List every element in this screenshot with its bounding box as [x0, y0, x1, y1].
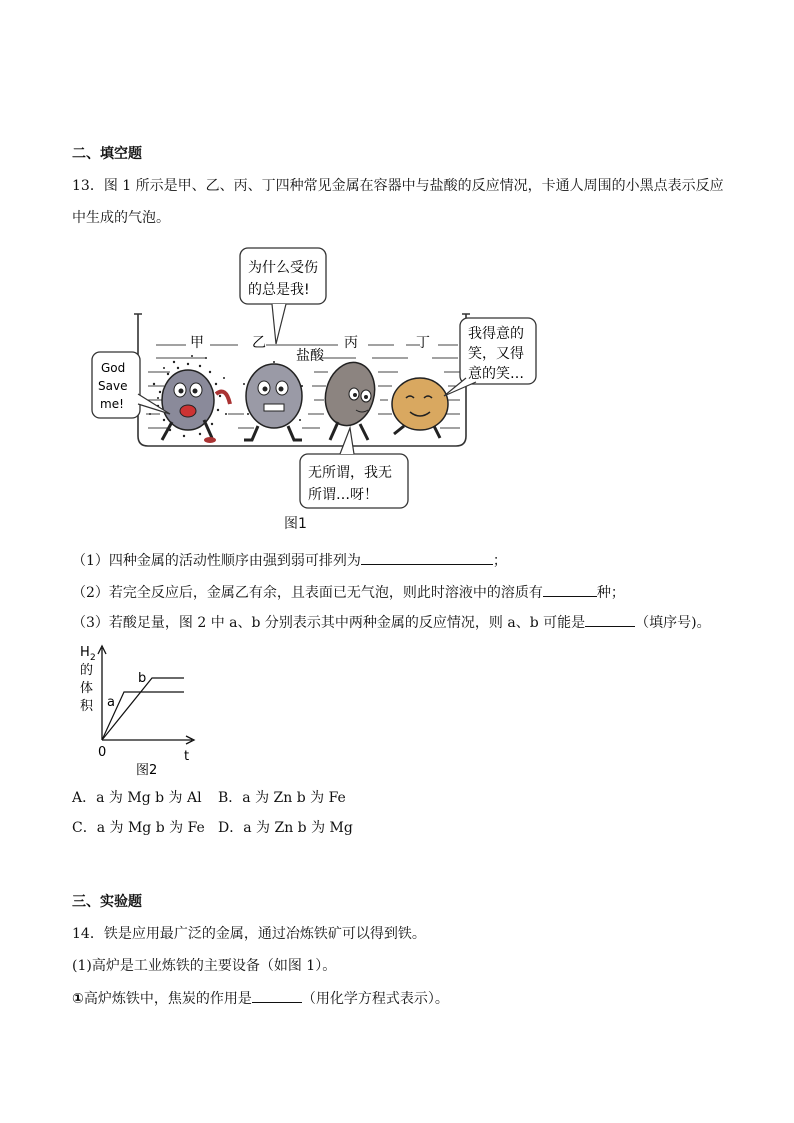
label-hydrochloric-acid: 盐酸 — [296, 348, 324, 364]
bubble-top-line2: 的总是我! — [248, 282, 310, 298]
answer-blank-4[interactable] — [252, 988, 302, 1003]
section-heading-experiment: 三、实验题 — [72, 894, 142, 910]
option-a[interactable]: A．a 为 Mg b 为 Al — [72, 790, 202, 806]
metal-yi-character — [244, 364, 302, 440]
option-b[interactable]: B．a 为 Zn b 为 Fe — [218, 790, 346, 806]
ylabel-ti: 体 — [80, 681, 94, 696]
label-jia: 甲 — [190, 335, 204, 351]
bubble-left-line2: Save — [98, 379, 128, 393]
figure1-caption: 图1 — [284, 516, 307, 532]
answer-blank-2[interactable] — [543, 582, 597, 597]
bubble-left-line1: God — [101, 361, 126, 375]
curve-b-label: b — [138, 671, 147, 686]
bubble-top-line1: 为什么受伤 — [248, 260, 318, 276]
option-d[interactable]: D．a 为 Zn b 为 Mg — [218, 820, 353, 836]
q13-stem-line2: 中生成的气泡。 — [72, 210, 170, 226]
ylabel-sub: 2 — [90, 653, 96, 663]
bubble-left-line3: me! — [100, 397, 124, 411]
bubble-bottom-line1: 无所谓，我无 — [308, 465, 392, 481]
answer-blank-3[interactable] — [585, 612, 635, 627]
figure1-beaker-illustration — [88, 244, 548, 544]
bubble-right-line1: 我得意的 — [468, 326, 524, 342]
figure2-graph — [72, 640, 202, 780]
label-ding: 丁 — [416, 335, 430, 351]
circled-number-1: ① — [72, 991, 84, 1007]
metal-jia-character — [162, 370, 230, 443]
origin-label: 0 — [98, 745, 107, 760]
ylabel-h: H — [80, 645, 90, 660]
answer-blank-1[interactable] — [361, 550, 493, 565]
label-yi: 乙 — [252, 335, 266, 351]
ylabel-ji: 积 — [80, 699, 94, 714]
q14-sub1: (1)高炉是工业炼铁的主要设备（如图 1）。 — [72, 958, 337, 974]
bubble-right-line3: 意的笑… — [468, 366, 524, 382]
bubble-bottom-line2: 所谓…呀！ — [308, 487, 378, 503]
q14-stem: 14．铁是应用最广泛的金属，通过冶炼铁矿可以得到铁。 — [72, 926, 426, 942]
q14-sub1-item1: ①高炉炼铁中，焦炭的作用是 （用化学方程式表示）。 — [72, 988, 449, 1009]
section-heading-fill-blank: 二、填空题 — [72, 146, 142, 162]
label-bing: 丙 — [344, 335, 358, 351]
metal-ding-character — [392, 378, 448, 438]
q13-sub1: （1）四种金属的活动性顺序由强到弱可排列为 ； — [72, 550, 507, 571]
figure2-caption: 图2 — [136, 763, 158, 778]
bubble-right-line2: 笑，又得 — [468, 346, 524, 362]
q13-sub3: （3）若酸足量，图 2 中 a、b 分别表示其中两种金属的反应情况，则 a、b 可能是 （填序号)。 — [72, 612, 711, 633]
q13-sub2: （2）若完全反应后，金属乙有余，且表面已无气泡，则此时溶液中的溶质有 种； — [72, 582, 625, 603]
q13-stem-line1: 13．图 1 所示是甲、乙、丙、丁四种常见金属在容器中与盐酸的反应情况，卡通人周围的小黑点表示反应 — [72, 178, 724, 194]
option-c[interactable]: C．a 为 Mg b 为 Fe — [72, 820, 205, 836]
curve-a-label: a — [107, 695, 115, 710]
ylabel-de: 的 — [80, 663, 94, 678]
x-label: t — [184, 749, 190, 764]
